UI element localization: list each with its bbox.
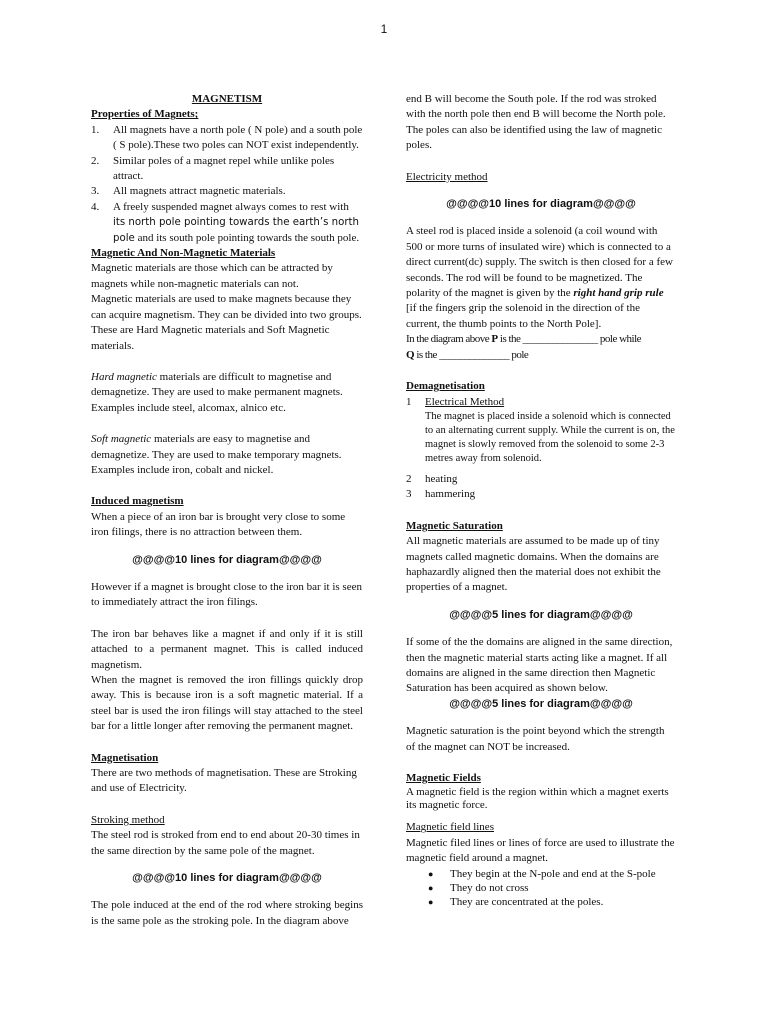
fill-in-question: In the diagram above P is the _______________ pole while <box>406 333 642 346</box>
paragraph: A magnetic field is the region within which a magnet exerts its magnetic force. <box>406 786 669 812</box>
bullet-icon: ● <box>428 882 434 893</box>
properties-list <box>91 123 363 246</box>
field-lines-list <box>406 867 676 909</box>
induced-heading: Induced magnetism <box>91 495 184 508</box>
list-item: 2 heating <box>406 472 458 485</box>
list-item: 3 hammering <box>406 488 476 501</box>
paragraph: Magnetic saturation is the point beyond which the strength of the magnet can NOT be increased. <box>406 725 665 753</box>
demagnetisation-heading: Demagnetisation <box>406 380 485 393</box>
field-lines-heading: Magnetic field lines <box>406 821 494 834</box>
fields-heading: Magnetic Fields <box>406 772 481 784</box>
diagram-placeholder: @@@@10 lines for diagram@@@@ <box>132 553 322 566</box>
paragraph: A steel rod is placed inside a solenoid (a coil wound with 500 or more turns of insulated wire) which is connected to a direct current(dc) supply. The switch is then closed for a few seconds. The rod will be found to be magnetized. The polarity of the magnet is given by the right hand grip rule [if the fingers grip the solenoid in the direction of the current, the thumb points to the North Pole]. <box>406 225 673 330</box>
paragraph: When a piece of an iron bar is brought very close to some iron filings, there is no attraction between them. <box>91 510 346 539</box>
paragraph: When the magnet is removed the iron fillings quickly drop away. This is because iron is a soft magnetic material. If a steel bar is used the iron filings will stay attached to the steel bar for a little longer after removing the permanent magnet. <box>91 674 363 733</box>
paragraph: The pole induced at the end of the rod where stroking begins is the same pole as the stroking pole. In the diagram above <box>91 899 363 927</box>
diagram-placeholder: @@@@10 lines for diagram@@@@ <box>446 198 636 211</box>
demagnetisation-list <box>406 395 676 503</box>
list-item: 1 Electrical Method The magnet is placed inside a solenoid which is connected to an alternating current supply. While the current is on, the magnet is slowly removed from the solenoid to some 2-3 metres away from solenoid. <box>406 395 675 464</box>
paragraph: All magnetic materials are assumed to be made up of tiny magnets called magnetic domains. When the domains are haphazardly aligned then the material does not exhibit the properties of a magnet. <box>406 535 661 594</box>
materials-heading: Magnetic And Non-Magnetic Materials <box>91 247 276 260</box>
list-item: ● They begin at the N-pole and end at the S-pole <box>428 867 656 880</box>
saturation-heading: Magnetic Saturation <box>406 519 503 532</box>
list-item: 2. Similar poles of a magnet repel while unlike poles attract. <box>91 154 335 183</box>
diagram-placeholder: @@@@5 lines for diagram@@@@ <box>449 608 633 621</box>
bullet-icon: ● <box>428 868 434 879</box>
paragraph: Hard magnetic materials are difficult to magnetise and demagnetize. They are used to make permanent magnets. Examples include steel, alcomax, alnico etc. <box>91 370 343 414</box>
paragraph: However if a magnet is brought close to the iron bar it is seen to immediately attract the iron filings. <box>91 580 362 609</box>
list-item: ● They are concentrated at the poles. <box>428 895 604 908</box>
page-title: MAGNETISM <box>191 93 263 105</box>
right-column <box>406 92 676 909</box>
paragraph: There are two methods of magnetisation. These are Stroking and use of Electricity. <box>91 767 357 795</box>
list-item: 4. A freely suspended magnet always comes to rest with its north pole pointing towards the earth’s north pole and its south pole pointing towards the south pole. <box>91 200 360 244</box>
paragraph: If some of the the domains are aligned in the same direction, then the magnetic material starts acting like a magnet. If all domains are aligned in the same direction then Magnetic Saturation has been acquired as shown below. <box>406 636 673 695</box>
fill-in-question: Q is the ______________ pole <box>406 348 529 361</box>
diagram-placeholder: @@@@10 lines for diagram@@@@ <box>132 872 322 885</box>
paragraph: end B will become the South pole. If the rod was stroked with the north pole then end B will become the North pole. The poles can also be identified using the law of magnetic poles. <box>406 93 666 152</box>
list-item: 3. All magnets attract magnetic materials. <box>91 185 286 198</box>
paragraph: The steel rod is stroked from end to end about 20-30 times in the same direction by the same pole of the magnet. <box>91 829 360 857</box>
properties-heading: Properties of Magnets; <box>91 108 199 121</box>
page-number: 1 <box>380 22 388 36</box>
diagram-placeholder: @@@@5 lines for diagram@@@@ <box>449 697 633 710</box>
paragraph: Magnetic materials are used to make magnets because they can acquire magnetism. They can be divided into two groups. These are Hard Magnetic materials and Soft Magnetic materials. <box>91 293 362 352</box>
stroking-heading: Stroking method <box>91 813 165 826</box>
electricity-heading: Electricity method <box>406 170 488 183</box>
list-item: 1. All magnets have a north pole ( N pole) and a south pole ( S pole).These two poles can NOT exist independently. <box>91 123 363 152</box>
paragraph: Soft magnetic materials are easy to magnetise and demagnetize. They are used to make temporary magnets. Examples include iron, cobalt and nickel. <box>91 433 342 476</box>
left-column <box>91 92 363 929</box>
paragraph: The iron bar behaves like a magnet if and only if it is still attached to a permanent magnet. This is called induced magnetism. <box>91 627 363 671</box>
paragraph: Magnetic filed lines or lines of force are used to illustrate the magnetic field around a magnet. <box>406 836 675 865</box>
bullet-icon: ● <box>428 896 434 907</box>
list-item: ● They do not cross <box>428 881 529 894</box>
magnetisation-heading: Magnetisation <box>91 751 159 764</box>
paragraph: Magnetic materials are those which can be attracted by magnets while non-magnetic materials can not. <box>91 262 333 290</box>
